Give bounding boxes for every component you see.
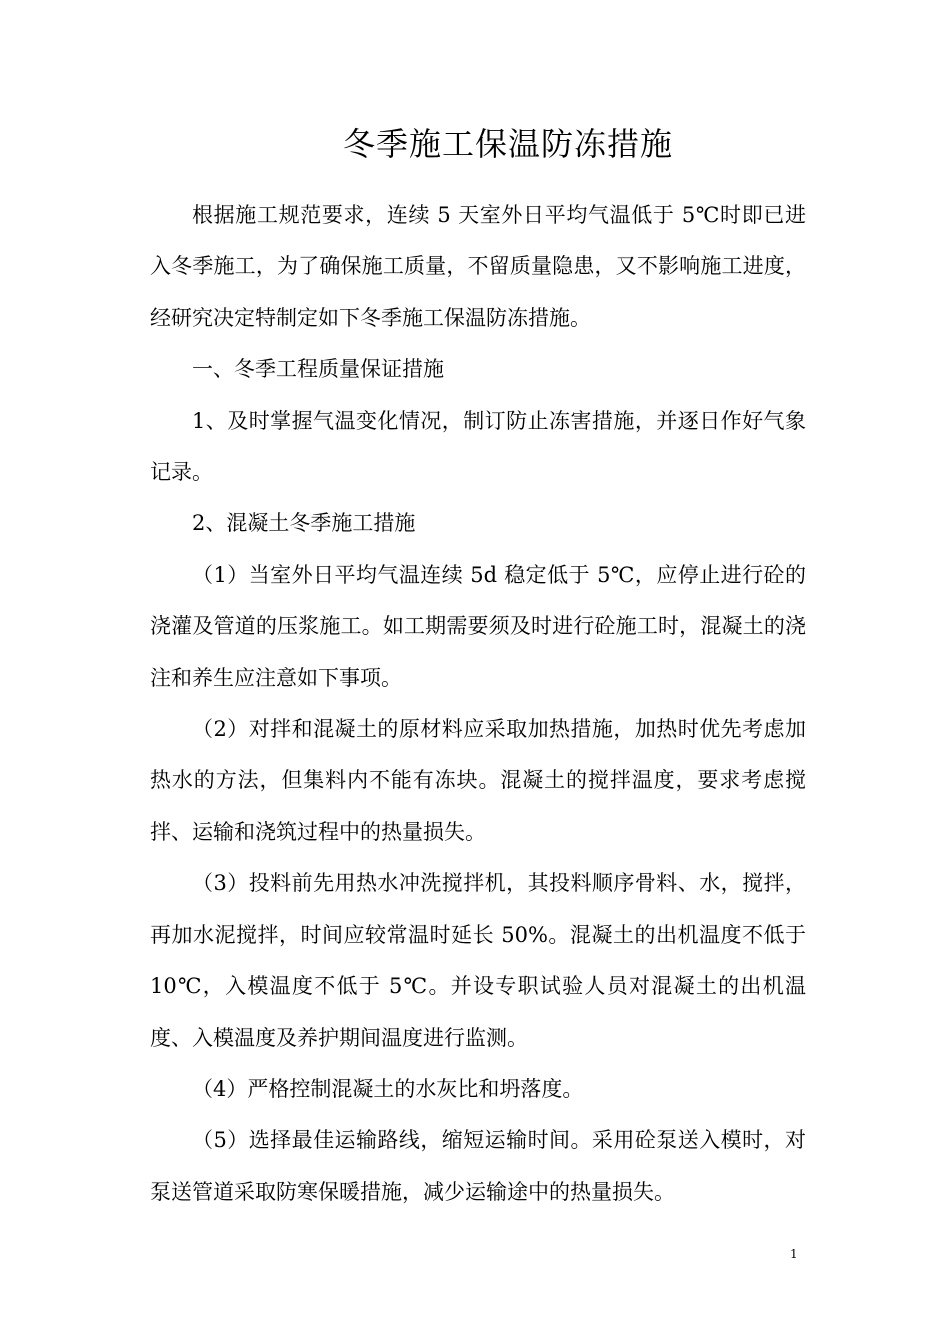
paragraph-subitem-3: （3）投料前先用热水冲洗搅拌机，其投料顺序骨料、水，搅拌，再加水泥搅拌，时间应较常温时延长 50%。混凝土的出机温度不低于 10℃，入模温度不低于 5℃。并设专职试验人员对混凝土的出机温度、入模温度及养护期间温度进行监测。 <box>150 871 806 1050</box>
paragraph-intro: 根据施工规范要求，连续 5 天室外日平均气温低于 5℃时即已进入冬季施工，为了确保施工质量，不留质量隐患，又不影响施工进度，经研究决定特制定如下冬季施工保温防冻措施。 <box>150 203 806 330</box>
document-body <box>150 190 806 1218</box>
page-number: 1 <box>790 1247 798 1261</box>
page-title: 冬季施工保温防冻措施 <box>342 125 673 163</box>
section-heading-1: 一、冬季工程质量保证措施 <box>192 357 444 382</box>
paragraph-subitem-4: （4）严格控制混凝土的水灰比和坍落度。 <box>192 1076 584 1101</box>
paragraph-item-1: 1、及时掌握气温变化情况，制订防止冻害措施，并逐日作好气象记录。 <box>150 408 806 485</box>
paragraph-item-2: 2、混凝土冬季施工措施 <box>192 511 416 536</box>
paragraph-subitem-5: （5）选择最佳运输路线，缩短运输时间。采用砼泵送入模时，对泵送管道采取防寒保暖措施，减少运输途中的热量损失。 <box>150 1128 806 1204</box>
paragraph-subitem-1: （1）当室外日平均气温连续 5d 稳定低于 5℃，应停止进行砼的浇灌及管道的压浆施工。如工期需要须及时进行砼施工时，混凝土的浇注和养生应注意如下事项。 <box>150 562 806 690</box>
paragraph-subitem-2: （2）对拌和混凝土的原材料应采取加热措施，加热时优先考虑加热水的方法，但集料内不能有冻块。混凝土的搅拌温度，要求考虑搅拌、运输和浇筑过程中的热量损失。 <box>150 717 806 844</box>
